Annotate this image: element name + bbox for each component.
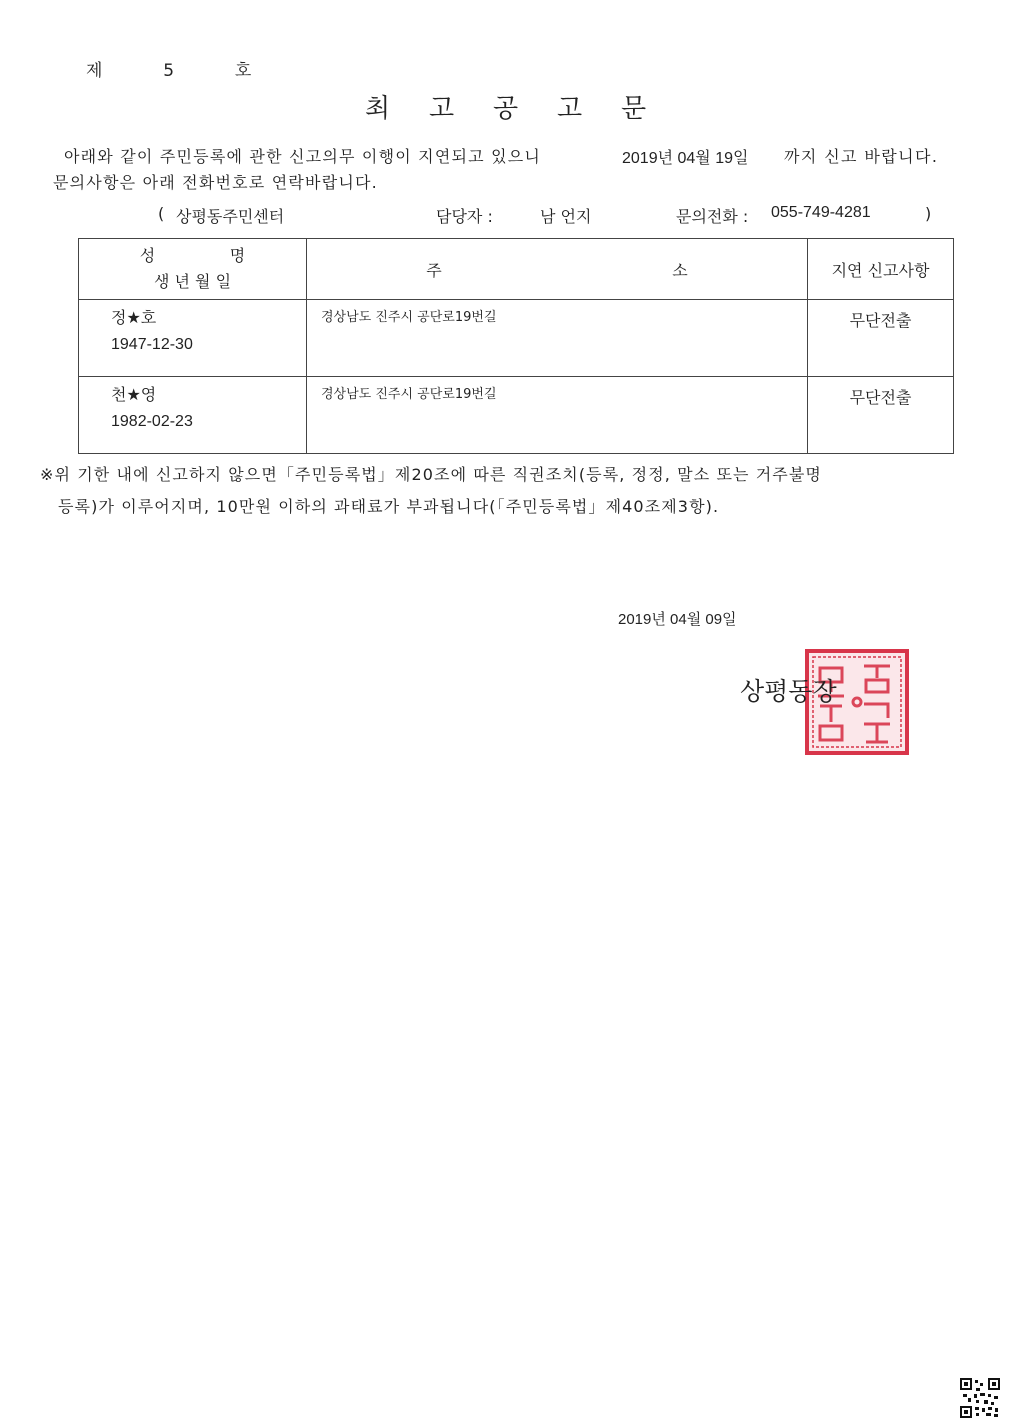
document-number	[86, 56, 251, 81]
qr-code-icon	[960, 1378, 1000, 1418]
title-char: 고	[557, 94, 583, 124]
name-birth-cell	[79, 377, 307, 454]
header-name-char: 명	[229, 246, 246, 265]
doc-number-prefix: 제	[86, 61, 103, 81]
address-cell: 경상남도 진주시 공단로19번길	[307, 377, 808, 454]
title-char: 문	[621, 94, 647, 124]
doc-number-value: 5	[163, 61, 175, 81]
intro-line-1-tail: 까지 신고 바랍니다.	[784, 147, 939, 166]
penalty-notice-line-1: ※위 기한 내에 신고하지 않으면「주민등록법」제20조에 따른 직권조치(등록, 정정, 말소 또는 거주불명	[40, 465, 822, 484]
address-cell: 경상남도 진주시 공단로19번길	[307, 300, 808, 377]
phone-label: 문의전화 :	[676, 207, 749, 226]
header-name	[80, 243, 305, 269]
doc-number-suffix: 호	[234, 61, 252, 81]
person-name: 천★영	[111, 385, 157, 404]
intro-line-2: 문의사항은 아래 전화번호로 연락바랍니다.	[53, 173, 378, 192]
manager-name: 남 언지	[540, 207, 592, 226]
table-header-row	[79, 239, 954, 300]
issuer-name: 상평동장	[740, 677, 837, 706]
deadline-date: 2019년 04월 19일	[622, 150, 749, 167]
contact-open-paren: (	[158, 204, 165, 223]
birth-date: 1982-02-23	[111, 413, 193, 430]
issue-date: 2019년 04월 09일	[618, 611, 737, 628]
header-address	[307, 239, 808, 300]
title-char: 고	[429, 94, 455, 124]
header-name-char: 성	[139, 246, 156, 265]
table-row	[79, 300, 954, 377]
contact-close-paren: )	[925, 204, 932, 223]
manager-label: 담당자 :	[436, 207, 493, 226]
name-birth-cell	[79, 300, 307, 377]
penalty-notice-line-2: 등록)가 이루어지며, 10만원 이하의 과태료가 부과됩니다(「주민등록법」제40조제3항).	[58, 497, 720, 516]
overdue-item-cell: 무단전출	[808, 300, 954, 377]
birth-date: 1947-12-30	[111, 336, 193, 353]
phone-number: 055-749-4281	[771, 204, 871, 221]
header-addr-char: 소	[672, 260, 688, 280]
overdue-records-table	[78, 238, 954, 454]
table-row	[79, 377, 954, 454]
page-title	[365, 88, 685, 125]
person-name: 정★호	[111, 308, 157, 327]
header-birth: 생 년 월 일	[153, 272, 232, 291]
header-name-birth	[79, 239, 307, 300]
title-char: 공	[493, 94, 519, 124]
header-overdue-item: 지연 신고사항	[808, 239, 954, 300]
office-name: 상평동주민센터	[176, 207, 285, 226]
header-addr-char: 주	[426, 260, 442, 280]
intro-line-1: 아래와 같이 주민등록에 관한 신고의무 이행이 지연되고 있으니	[64, 147, 542, 166]
overdue-item-cell: 무단전출	[808, 377, 954, 454]
title-char: 최	[365, 94, 391, 124]
